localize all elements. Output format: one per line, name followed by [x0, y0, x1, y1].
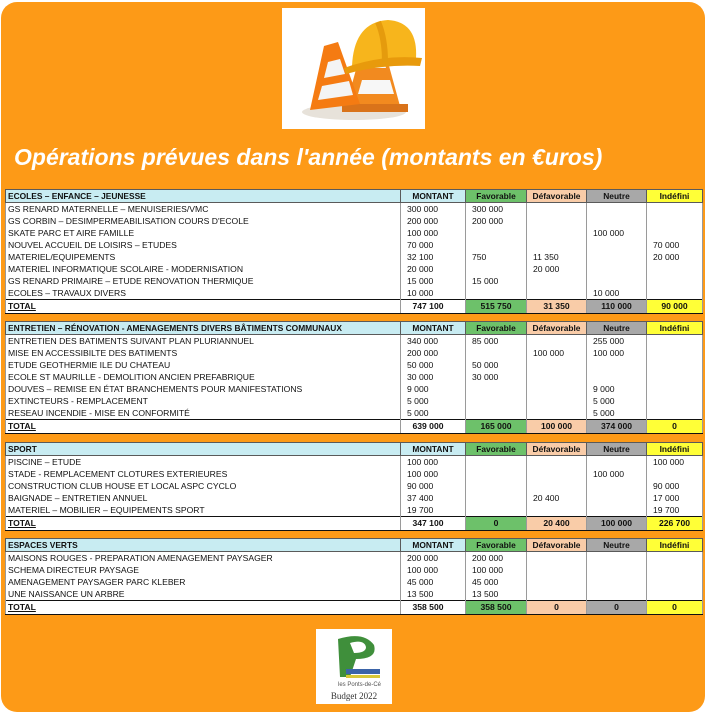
row-label: MATERIEL/EQUIPEMENTS — [6, 251, 401, 263]
row-favorable — [466, 227, 527, 239]
row-label: AMENAGEMENT PAYSAGER PARC KLEBER — [6, 576, 401, 588]
row-indefini — [647, 588, 703, 601]
row-indefini — [647, 395, 703, 407]
table-row — [6, 468, 703, 480]
row-defavorable — [527, 371, 587, 383]
column-favorable: Favorable — [466, 443, 527, 456]
row-label: MATERIEL – MOBILIER – EQUIPEMENTS SPORT — [6, 504, 401, 517]
row-montant: 100 000 — [401, 456, 466, 469]
row-defavorable — [527, 468, 587, 480]
row-label: UNE NAISSANCE UN ARBRE — [6, 588, 401, 601]
table-row — [6, 395, 703, 407]
row-montant: 200 000 — [401, 215, 466, 227]
total-row — [6, 300, 703, 314]
total-defavorable: 0 — [527, 601, 587, 615]
row-montant: 340 000 — [401, 335, 466, 348]
total-montant: 747 100 — [401, 300, 466, 314]
row-label: GS RENARD MATERNELLE – MENUISERIES/VMC — [6, 203, 401, 216]
row-indefini — [647, 564, 703, 576]
column-montant: MONTANT — [401, 539, 466, 552]
total-label: TOTAL — [6, 420, 401, 434]
row-neutre — [587, 492, 647, 504]
row-indefini — [647, 347, 703, 359]
column-montant: MONTANT — [401, 322, 466, 335]
row-neutre — [587, 203, 647, 216]
row-defavorable — [527, 203, 587, 216]
row-indefini — [647, 359, 703, 371]
table-row — [6, 287, 703, 300]
column-defavorable: Défavorable — [527, 443, 587, 456]
table-row — [6, 552, 703, 565]
row-montant: 5 000 — [401, 395, 466, 407]
table-row — [6, 564, 703, 576]
row-montant: 37 400 — [401, 492, 466, 504]
row-label: STADE - REMPLACEMENT CLOTURES EXTERIEURES — [6, 468, 401, 480]
row-favorable: 750 — [466, 251, 527, 263]
row-montant: 15 000 — [401, 275, 466, 287]
total-indefini: 226 700 — [647, 517, 703, 531]
column-montant: MONTANT — [401, 190, 466, 203]
table-row — [6, 239, 703, 251]
budget-panel — [1, 2, 705, 712]
row-neutre — [587, 456, 647, 469]
section-entretien — [5, 321, 702, 434]
row-favorable: 300 000 — [466, 203, 527, 216]
row-defavorable — [527, 215, 587, 227]
row-favorable — [466, 287, 527, 300]
total-neutre: 0 — [587, 601, 647, 615]
section-heading: ECOLES – ENFANCE – JEUNESSE — [6, 190, 401, 203]
row-indefini: 100 000 — [647, 456, 703, 469]
section-espaces-verts — [5, 538, 702, 615]
row-indefini — [647, 552, 703, 565]
table-row — [6, 335, 703, 348]
row-indefini: 19 700 — [647, 504, 703, 517]
row-montant: 70 000 — [401, 239, 466, 251]
row-indefini — [647, 263, 703, 275]
row-neutre — [587, 251, 647, 263]
row-defavorable — [527, 287, 587, 300]
row-neutre: 5 000 — [587, 395, 647, 407]
row-label: GS RENARD PRIMAIRE – ETUDE RENOVATION THERMIQUE — [6, 275, 401, 287]
total-neutre: 100 000 — [587, 517, 647, 531]
total-montant: 358 500 — [401, 601, 466, 615]
total-favorable: 165 000 — [466, 420, 527, 434]
row-montant: 20 000 — [401, 263, 466, 275]
row-defavorable — [527, 335, 587, 348]
row-neutre: 10 000 — [587, 287, 647, 300]
row-defavorable — [527, 395, 587, 407]
row-defavorable: 20 400 — [527, 492, 587, 504]
row-favorable — [466, 395, 527, 407]
row-label: CONSTRUCTION CLUB HOUSE ET LOCAL ASPC CYCLO — [6, 480, 401, 492]
total-defavorable: 100 000 — [527, 420, 587, 434]
table-row — [6, 456, 703, 469]
row-favorable — [466, 456, 527, 469]
row-indefini: 17 000 — [647, 492, 703, 504]
column-indefini: Indéfini — [647, 443, 703, 456]
row-defavorable — [527, 504, 587, 517]
row-neutre — [587, 552, 647, 565]
row-favorable — [466, 383, 527, 395]
row-label: SCHEMA DIRECTEUR PAYSAGE — [6, 564, 401, 576]
column-neutre: Neutre — [587, 539, 647, 552]
column-favorable: Favorable — [466, 190, 527, 203]
row-favorable — [466, 347, 527, 359]
total-favorable: 0 — [466, 517, 527, 531]
row-favorable: 85 000 — [466, 335, 527, 348]
row-favorable — [466, 263, 527, 275]
table-row — [6, 480, 703, 492]
row-neutre — [587, 359, 647, 371]
logo-caption: Budget 2022 — [330, 691, 378, 701]
row-favorable — [466, 492, 527, 504]
total-indefini: 90 000 — [647, 300, 703, 314]
row-neutre: 100 000 — [587, 347, 647, 359]
row-montant: 45 000 — [401, 576, 466, 588]
table-row — [6, 347, 703, 359]
column-neutre: Neutre — [587, 190, 647, 203]
row-indefini — [647, 383, 703, 395]
row-montant: 200 000 — [401, 552, 466, 565]
row-indefini: 90 000 — [647, 480, 703, 492]
table-row — [6, 263, 703, 275]
row-montant: 300 000 — [401, 203, 466, 216]
page-title: Opérations prévues dans l'année (montants en €uros) — [14, 144, 603, 170]
row-defavorable — [527, 588, 587, 601]
row-defavorable — [527, 576, 587, 588]
table-row — [6, 203, 703, 216]
row-favorable — [466, 480, 527, 492]
total-indefini: 0 — [647, 601, 703, 615]
row-favorable: 15 000 — [466, 275, 527, 287]
row-defavorable — [527, 480, 587, 492]
row-defavorable — [527, 564, 587, 576]
row-label: ECOLES – TRAVAUX DIVERS — [6, 287, 401, 300]
row-neutre — [587, 371, 647, 383]
row-defavorable: 100 000 — [527, 347, 587, 359]
row-indefini — [647, 335, 703, 348]
row-montant: 5 000 — [401, 407, 466, 420]
row-defavorable — [527, 407, 587, 420]
row-label: DOUVES – REMISE EN ÉTAT BRANCHEMENTS POUR MANIFESTATIONS — [6, 383, 401, 395]
row-montant: 32 100 — [401, 251, 466, 263]
row-neutre — [587, 588, 647, 601]
row-neutre — [587, 239, 647, 251]
section-ecoles — [5, 189, 702, 314]
total-row — [6, 517, 703, 531]
column-indefini: Indéfini — [647, 190, 703, 203]
table-row — [6, 227, 703, 239]
row-favorable: 30 000 — [466, 371, 527, 383]
row-defavorable — [527, 552, 587, 565]
row-indefini — [647, 275, 703, 287]
section-heading: ESPACES VERTS — [6, 539, 401, 552]
row-defavorable: 11 350 — [527, 251, 587, 263]
row-label: MATERIEL INFORMATIQUE SCOLAIRE - MODERNISATION — [6, 263, 401, 275]
row-defavorable — [527, 239, 587, 251]
total-favorable: 358 500 — [466, 601, 527, 615]
row-favorable: 200 000 — [466, 552, 527, 565]
row-label: ETUDE GEOTHERMIE ILE DU CHATEAU — [6, 359, 401, 371]
table-row — [6, 383, 703, 395]
total-row — [6, 420, 703, 434]
row-neutre — [587, 263, 647, 275]
row-indefini: 70 000 — [647, 239, 703, 251]
row-favorable: 13 500 — [466, 588, 527, 601]
row-montant: 90 000 — [401, 480, 466, 492]
row-label: GS CORBIN – DESIMPERMEABILISATION COURS D'ECOLE — [6, 215, 401, 227]
row-indefini — [647, 227, 703, 239]
total-favorable: 515 750 — [466, 300, 527, 314]
column-defavorable: Défavorable — [527, 322, 587, 335]
row-indefini — [647, 407, 703, 420]
section-heading: ENTRETIEN – RÉNOVATION - AMENAGEMENTS DIVERS BÂTIMENTS COMMUNAUX — [6, 322, 401, 335]
table-row — [6, 588, 703, 601]
row-indefini — [647, 203, 703, 216]
row-label: ENTRETIEN DES BATIMENTS SUIVANT PLAN PLURIANNUEL — [6, 335, 401, 348]
table-row — [6, 504, 703, 517]
row-label: PISCINE – ETUDE — [6, 456, 401, 469]
column-defavorable: Défavorable — [527, 190, 587, 203]
total-label: TOTAL — [6, 601, 401, 615]
logo-name: les Ponts-de-Cé — [338, 682, 382, 688]
row-montant: 30 000 — [401, 371, 466, 383]
section-heading: SPORT — [6, 443, 401, 456]
total-neutre: 110 000 — [587, 300, 647, 314]
row-defavorable — [527, 456, 587, 469]
column-indefini: Indéfini — [647, 539, 703, 552]
traffic-cone-icon — [282, 8, 425, 129]
row-favorable: 50 000 — [466, 359, 527, 371]
table-row — [6, 407, 703, 420]
row-label: ECOLE ST MAURILLE - DEMOLITION ANCIEN PREFABRIQUE — [6, 371, 401, 383]
total-montant: 639 000 — [401, 420, 466, 434]
row-indefini — [647, 468, 703, 480]
section-table — [5, 321, 703, 434]
row-label: SKATE PARC ET AIRE FAMILLE — [6, 227, 401, 239]
row-label: BAIGNADE – ENTRETIEN ANNUEL — [6, 492, 401, 504]
row-montant: 9 000 — [401, 383, 466, 395]
total-montant: 347 100 — [401, 517, 466, 531]
row-montant: 19 700 — [401, 504, 466, 517]
total-row — [6, 601, 703, 615]
row-montant: 100 000 — [401, 227, 466, 239]
total-label: TOTAL — [6, 517, 401, 531]
total-neutre: 374 000 — [587, 420, 647, 434]
section-table — [5, 189, 703, 314]
column-favorable: Favorable — [466, 322, 527, 335]
column-defavorable: Défavorable — [527, 539, 587, 552]
table-row — [6, 359, 703, 371]
row-label: MISE EN ACCESSIBILTE DES BATIMENTS — [6, 347, 401, 359]
column-indefini: Indéfini — [647, 322, 703, 335]
row-favorable — [466, 504, 527, 517]
section-table — [5, 538, 703, 615]
row-label: NOUVEL ACCUEIL DE LOISIRS – ETUDES — [6, 239, 401, 251]
table-row — [6, 576, 703, 588]
row-montant: 13 500 — [401, 588, 466, 601]
row-neutre — [587, 564, 647, 576]
column-neutre: Neutre — [587, 322, 647, 335]
section-table — [5, 442, 703, 531]
row-indefini: 20 000 — [647, 251, 703, 263]
row-indefini — [647, 215, 703, 227]
row-favorable: 45 000 — [466, 576, 527, 588]
row-favorable — [466, 468, 527, 480]
row-label: EXTINCTEURS - REMPLACEMENT — [6, 395, 401, 407]
row-neutre: 100 000 — [587, 468, 647, 480]
table-row — [6, 251, 703, 263]
row-defavorable — [527, 359, 587, 371]
row-defavorable — [527, 275, 587, 287]
table-row — [6, 371, 703, 383]
section-sport — [5, 442, 702, 531]
row-favorable: 100 000 — [466, 564, 527, 576]
row-defavorable — [527, 383, 587, 395]
row-montant: 200 000 — [401, 347, 466, 359]
row-favorable — [466, 407, 527, 420]
column-favorable: Favorable — [466, 539, 527, 552]
row-favorable: 200 000 — [466, 215, 527, 227]
table-row — [6, 275, 703, 287]
row-indefini — [647, 576, 703, 588]
column-montant: MONTANT — [401, 443, 466, 456]
row-neutre — [587, 275, 647, 287]
row-label: MAISONS ROUGES - PREPARATION AMENAGEMENT PAYSAGER — [6, 552, 401, 565]
row-neutre: 255 000 — [587, 335, 647, 348]
total-label: TOTAL — [6, 300, 401, 314]
row-neutre — [587, 576, 647, 588]
row-label: RESEAU INCENDIE - MISE EN CONFORMITÉ — [6, 407, 401, 420]
row-favorable — [466, 239, 527, 251]
column-neutre: Neutre — [587, 443, 647, 456]
row-defavorable — [527, 227, 587, 239]
total-defavorable: 20 400 — [527, 517, 587, 531]
table-row — [6, 492, 703, 504]
row-neutre — [587, 504, 647, 517]
row-montant: 10 000 — [401, 287, 466, 300]
row-montant: 50 000 — [401, 359, 466, 371]
row-neutre — [587, 480, 647, 492]
row-neutre — [587, 215, 647, 227]
total-indefini: 0 — [647, 420, 703, 434]
construction-cones-illustration — [282, 8, 425, 129]
table-row — [6, 215, 703, 227]
row-neutre: 9 000 — [587, 383, 647, 395]
city-logo — [316, 629, 392, 704]
row-montant: 100 000 — [401, 564, 466, 576]
ponts-de-ce-logo-icon — [316, 629, 392, 689]
total-defavorable: 31 350 — [527, 300, 587, 314]
row-neutre: 100 000 — [587, 227, 647, 239]
row-indefini — [647, 371, 703, 383]
row-defavorable: 20 000 — [527, 263, 587, 275]
row-neutre: 5 000 — [587, 407, 647, 420]
row-montant: 100 000 — [401, 468, 466, 480]
row-indefini — [647, 287, 703, 300]
